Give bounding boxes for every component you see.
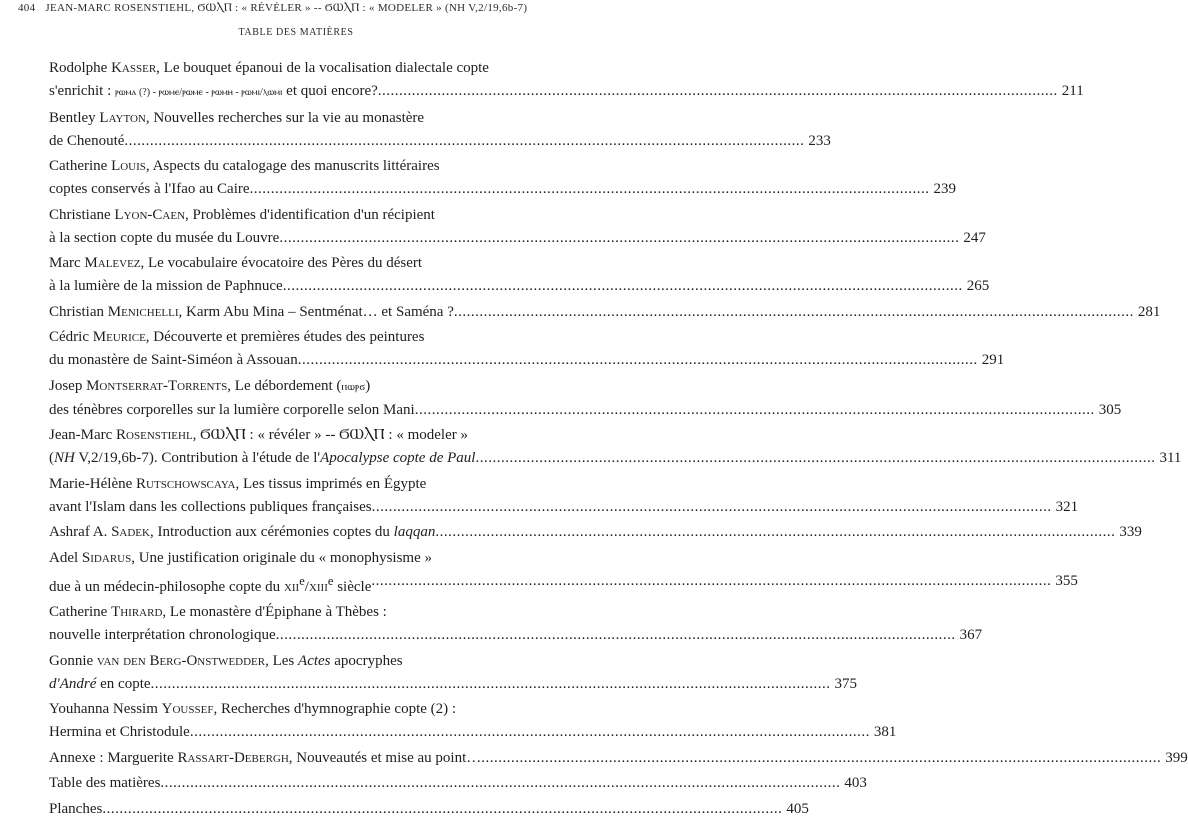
toc-line [49,747,1188,770]
toc-line [49,399,1122,422]
entry-title: , Problèmes d'identification d'un récipient [185,206,435,223]
page-ref: 339 [1119,524,1142,540]
toc-entry [49,155,957,201]
superscript: e [327,573,334,588]
toc-entry [49,424,1182,470]
entry-title-italic: d'André [49,675,97,692]
entry-title: , Les tissus imprimés en Égypte [235,475,427,492]
toc-line [49,80,1084,104]
entry-title: , ϬⲰⲖⲠ : « révéler » -- ϬⲰⲖⲠ : « modeler » [192,427,468,443]
toc-line [49,424,519,447]
entry-title-cont: due à un médecin-philosophe copte du [49,578,284,595]
toc-line [49,155,519,178]
section-subtitle: TABLE DES MATIÈRES [238,27,354,38]
entry-title-cont: des ténèbres corporelles sur la lumière corporelle selon Mani [49,401,415,418]
century-numeral: xii [283,578,300,595]
author-surname: Meurice [92,329,146,345]
dot-leader [279,227,959,250]
toc-line [49,375,519,399]
toc-line [49,130,831,153]
dot-leader [475,447,1155,470]
author-first-name: Rodolphe [49,60,112,76]
entry-title: apocryphes [330,652,403,669]
author-surname: Sidarus [81,549,132,566]
author-surname: Youssef [161,701,214,717]
page-number: 404 [18,2,36,14]
author-surname: Kasser [111,60,157,76]
toc-entry [49,252,990,298]
author-first-name: Gonnie [49,652,97,669]
toc-entry [49,772,867,795]
toc-entry [49,473,1079,519]
entry-title: Planches [49,800,103,817]
entry-title-cont: V,2/19,6b-7). Contribution à l'étude de l' [74,450,321,466]
toc-line [49,107,519,130]
toc-line [49,496,1079,519]
entry-title: , Karm Abu Mina – Sentménat… et Saména ? [178,303,454,320]
entry-title-cont: coptes conservés à l'Ifao au Caire [49,181,250,197]
author-surname: Rassart-Debergh [177,749,289,766]
page-ref: 321 [1055,498,1079,515]
entry-title: Table des matières [49,775,161,791]
toc-line [49,798,809,821]
page-ref: 403 [844,775,867,791]
toc-entry [49,798,809,821]
author-first-name: Josep [49,377,87,394]
superscript: e [299,573,305,588]
toc-entry [49,650,858,696]
page-ref: 211 [1061,83,1084,99]
toc-entry [49,326,1005,372]
running-header [18,2,584,15]
page-ref: 311 [1159,450,1182,466]
toc-entry [49,301,1161,324]
page-ref: 405 [786,800,809,817]
toc-entry [49,521,1142,544]
toc-line [49,178,957,201]
author-surname: Malevez [84,255,141,271]
author-first-name: Adel [49,549,82,566]
century-numeral: xiii [308,578,328,595]
running-title: JEAN-MARC ROSENSTIEHL, ϬⲰⲖⲠ : « RÉVÉLER » -- ϬⲰⲖⲠ : « MODELER » (NH V,2/19,6b-7) [45,2,528,14]
author-surname: Louis [111,158,146,174]
toc-entry [49,698,897,744]
page-ref: 247 [963,229,986,246]
coptic-text: ⲣⲱⲙⲁ (?) - ⲣⲱⲙⲉ/ⲣⲱⲙⲉ - ⲣⲱⲙⲏ - ⲣⲱⲙⲓ/ⲗⲱⲙⲓ [115,87,283,98]
dot-leader [371,570,1051,599]
entry-title-cont: à la section copte du musée du Louvre [49,229,280,246]
toc-line [49,673,858,696]
author-first-name: Catherine [49,604,112,620]
author-surname: Menichelli [107,303,179,320]
entry-title-cont: Hermina et Christodule [49,724,190,740]
page-ref: 381 [873,724,897,740]
dot-leader [190,721,870,744]
dot-leader [481,747,1161,770]
author-first-name: Youhanna Nessim [49,701,162,717]
entry-title: , Le vocabulaire évocatoire des Pères du désert [140,255,423,271]
entry-title: , Recherches d'hymnographie copte (2) : [213,701,457,717]
entry-title-italic: laqqan [393,524,436,540]
entry-title: , Introduction aux cérémonies coptes du [149,524,394,540]
entry-title-cont: avant l'Islam dans les collections publiques françaises [49,498,372,515]
page-ref: 233 [808,132,831,149]
page-ref: 291 [981,352,1005,368]
slash: / [304,578,309,595]
entry-title-italic: Actes [298,652,331,669]
nh-abbrev: NH [54,450,75,466]
page-ref: 281 [1137,303,1161,320]
author-surname: Thirard [111,604,163,620]
toc-line [49,521,1142,544]
toc-line [49,650,519,673]
author-first-name: Marie-Hélène [49,475,137,492]
toc-line [49,772,867,795]
author-surname: Rutschowscaya [136,475,236,492]
dot-leader [298,349,978,372]
author-surname: Rosenstiehl [116,427,193,443]
author-surname: Sadek [111,524,150,540]
entry-title: , Nouvelles recherches sur la vie au monastère [145,109,425,126]
toc-line [49,570,1078,599]
author-first-name: Christiane [49,206,115,223]
author-first-name: Catherine [49,158,112,174]
entry-title: , Le bouquet épanoui de la vocalisation dialectale copte [156,60,489,76]
entry-title: ) [365,377,371,394]
entry-title-italic: Apocalypse copte de Paul [320,450,476,466]
entry-title-cont: de Chenouté [49,132,125,149]
toc-entry [49,204,986,250]
author-surname: Layton [99,109,146,126]
toc-entry [49,547,1078,599]
entry-title: , Aspects du catalogage des manuscrits littéraires [145,158,440,174]
toc-line [49,57,519,80]
toc-line [49,349,1005,372]
entry-title-cont: à la lumière de la mission de Paphnuce [49,278,283,294]
toc-line [49,275,990,298]
entry-title: , Le débordement ( [227,377,342,394]
author-first-name: Marc [49,255,85,271]
dot-leader [372,496,1052,519]
entry-title-cont: siècle [333,578,372,595]
entry-title: , Les [265,652,299,669]
author-first-name: Annexe : Marguerite [49,749,178,766]
toc-line [49,473,519,496]
coptic-text: ⲡⲱⲣϭ [341,380,366,393]
author-first-name: Cédric [49,329,93,345]
toc-line [49,204,519,227]
dot-leader [454,301,1134,324]
toc-line [49,252,519,275]
dot-leader [102,798,782,821]
toc-line [49,227,986,250]
page-ref: 305 [1098,401,1122,418]
page-ref: 399 [1165,749,1188,766]
page-ref: 375 [834,675,858,692]
entry-title-cont: et quoi encore? [282,83,378,99]
entry-title: , Une justification originale du « monophysisme » [131,549,433,566]
author-first-name: Jean-Marc [49,427,117,443]
dot-leader [283,275,963,298]
toc-entry [49,601,983,647]
toc-line [49,301,1161,324]
dot-leader [276,624,956,647]
toc-entry [49,375,1122,422]
toc-entry [49,57,1084,104]
dot-leader [151,673,831,696]
page-ref: 265 [966,278,990,294]
toc-entry [49,107,831,153]
dot-leader [415,399,1095,422]
dot-leader [124,130,804,153]
page-ref: 367 [959,627,983,643]
toc-line [49,624,983,647]
entry-title-cont: du monastère de Saint-Siméon à Assouan [49,352,298,368]
entry-title-cont: ( [49,450,54,466]
author-first-name: Christian [49,303,108,320]
author-surname: Lyon-Caen [114,206,186,223]
dot-leader [378,80,1058,104]
dot-leader [250,178,930,201]
toc-line [49,601,519,624]
entry-title: , Le monastère d'Épiphane à Thèbes : [162,604,387,620]
author-surname: Montserrat-Torrents [86,377,228,394]
toc-line [49,447,1182,470]
entry-title-cont: nouvelle interprétation chronologique [49,627,276,643]
toc-line [49,326,519,349]
toc-line [49,547,519,570]
table-of-contents [49,57,1188,823]
toc-entry [49,747,1188,770]
page-ref: 239 [933,181,957,197]
author-first-name: Bentley [49,109,100,126]
entry-title: , Nouveautés et mise au point… [288,749,482,766]
author-first-name: Ashraf A. [49,524,112,540]
dot-leader [435,521,1115,544]
page-ref: 355 [1055,572,1078,589]
dot-leader [160,772,840,795]
toc-line [49,721,897,744]
toc-line [49,698,519,721]
entry-title-cont: s'enrichit : [49,83,116,99]
entry-title: , Découverte et premières études des peintures [145,329,425,345]
entry-title-cont: en copte [96,675,151,692]
author-surname: van den Berg-Onstwedder [96,652,266,669]
